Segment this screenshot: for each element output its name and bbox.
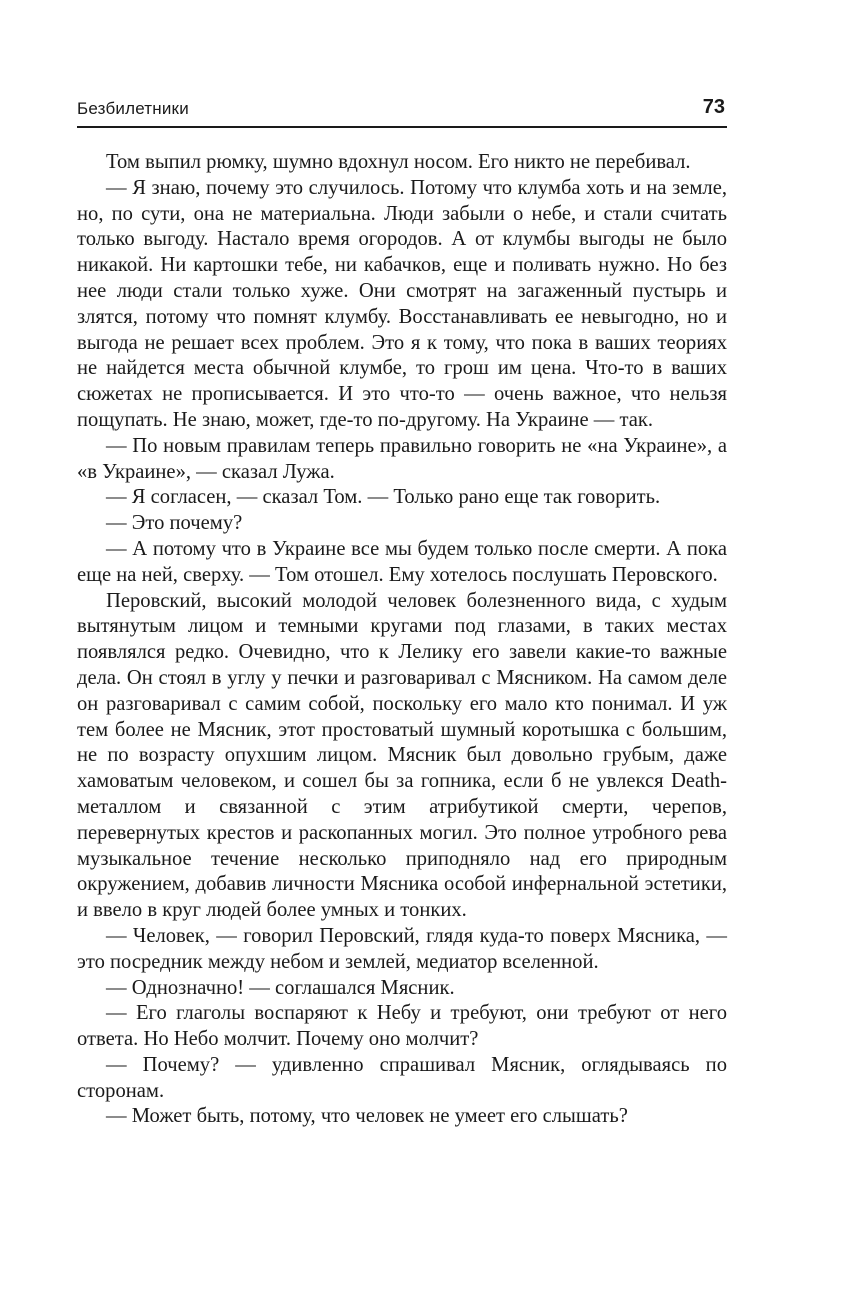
paragraph: — Его глаголы воспаряют к Небу и требуют, они требуют от него ответа. Но Небо молчит. Почему оно молчит? [77, 1002, 727, 1051]
paragraph: — Однозначно! — соглашался Мясник. [106, 976, 455, 999]
paragraph: — Я знаю, почему это случилось. Потому что клумба хоть и на земле, но, по сути, она не материальна. Люди забыли о небе, и стали считать только выгоду. Настало время огородов. А от клумбы выгоды не было никакой. Ни картошки тебе, ни кабачков, еще и поливать нужно. Но без нее люди стали только хуже. Они смотрят на загаженный пустырь и злятся, потому что помнят клумбу. Восстанавливать ее невыгодно, но и выгода не решает всех проблем. Это я к тому, что пока в ваших теориях не найдется места обычной клумбе, то грош им цена. Что-то в ваших сюжетах не прописывается. И это что-то — очень важное, что нельзя пощупать. Не знаю, может, где-то по-другому. На Украине — так. [77, 176, 727, 431]
page-text [77, 150, 727, 1130]
running-title: Безбилетники [77, 99, 189, 118]
paragraph: — Может быть, потому, что человек не умеет его слышать? [106, 1105, 628, 1128]
paragraph: — Это почему? [106, 512, 243, 535]
paragraph: — По новым правилам теперь правильно говорить не «на Украине», а «в Украине», — сказал Лужа. [77, 434, 727, 483]
paragraph: Перовский, высокий молодой человек болезненного вида, с худым вытянутым лицом и темными кругами под глазами, в таких местах появлялся редко. Очевидно, что к Лелику его завели какие-то важные дела. Он стоял в углу у печки и разговаривал с Мясником. На самом деле он разговаривал с самим собой, поскольку его мало кто понимал. И уж тем более не Мясник, этот простоватый шумный коротышка с большим, не по возрасту опухшим лицом. Мясник был довольно грубым, даже хамоватым человеком, и сошел бы за гопника, если б не увлекся Death-металлом и связанной с этим атрибутикой смерти, черепов, перевернутых крестов и раскопанных могил. Это полное утробного рева музыкальное течение несколько приподняло над его природным окружением, добавив личности Мясника особой инфернальной эстетики, и ввело в круг людей более умных и тонких. [77, 589, 727, 922]
page-number: 73 [702, 96, 725, 118]
paragraph: — Человек, — говорил Перовский, глядя куда-то поверх Мясника, — это посредник между небом и землей, медиатор вселенной. [77, 924, 727, 973]
paragraph: Том выпил рюмку, шумно вдохнул носом. Его никто не перебивал. [106, 151, 691, 173]
paragraph: — А потому что в Украине все мы будем только после смерти. А пока еще на ней, сверху. — Том отошел. Ему хотелось послушать Перовского. [77, 537, 727, 586]
running-header [77, 96, 727, 128]
paragraph: — Я согласен, — сказал Том. — Только рано еще так говорить. [106, 486, 661, 509]
paragraph: — Почему? — удивленно спрашивал Мясник, оглядываясь по сторонам. [77, 1053, 727, 1102]
